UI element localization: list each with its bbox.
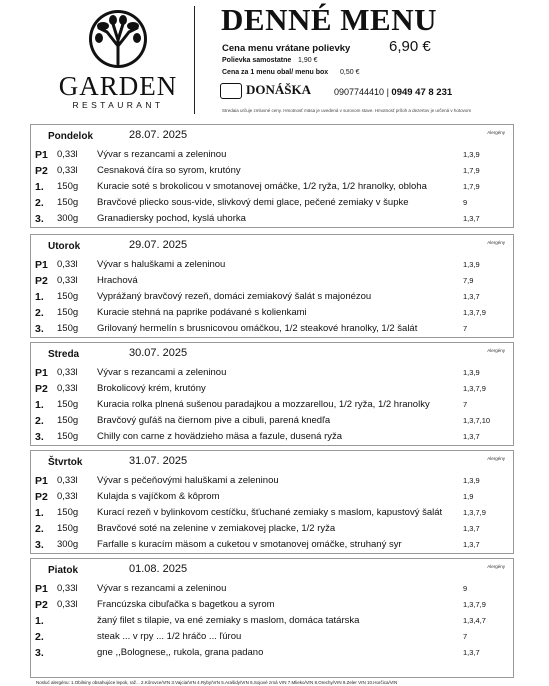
item-number: P1 xyxy=(35,149,48,161)
item-quantity: 0,33l xyxy=(57,275,78,286)
menu-item-row xyxy=(35,211,511,228)
item-number: 2. xyxy=(35,631,44,643)
item-number: 2. xyxy=(35,307,44,319)
item-quantity: 150g xyxy=(57,399,79,410)
item-description: žaný filet s tilapie, va ené zemiaky s maslom, domáca tatárska xyxy=(97,615,360,626)
item-quantity: 300g xyxy=(57,539,79,550)
item-description: Vývar s rezancami a zeleninou xyxy=(97,367,227,378)
item-description: Kuracia rolka plnená sušenou paradajkou a mozzarellou, 1/2 ryža, 1/2 hranolky xyxy=(97,399,430,410)
menu-item-row xyxy=(35,413,511,430)
day-name: Pondelok xyxy=(48,131,94,142)
item-number: 2. xyxy=(35,197,44,209)
brand-name: GARDEN xyxy=(58,71,178,101)
item-quantity: 150g xyxy=(57,197,79,208)
item-allergens: 7 xyxy=(463,400,468,409)
allergen-header: Alergény xyxy=(487,130,505,135)
page-edge xyxy=(529,0,549,686)
menu-item-row xyxy=(35,521,511,538)
menu-item-row xyxy=(35,581,511,598)
item-allergens: 1,3,7,9 xyxy=(463,308,486,317)
item-quantity: 150g xyxy=(57,523,79,534)
brand-subtitle: RESTAURANT xyxy=(72,100,164,110)
item-description: Granadiersky pochod, kyslá uhorka xyxy=(97,213,246,224)
item-number: 3. xyxy=(35,323,44,335)
delivery-icon xyxy=(220,83,242,99)
item-quantity: 0,33l xyxy=(57,475,78,486)
item-number: 3. xyxy=(35,647,44,659)
delivery xyxy=(220,82,311,99)
item-quantity: 0,33l xyxy=(57,259,78,270)
price-label: Cena menu vrátane polievky xyxy=(222,43,351,54)
day-section xyxy=(30,342,514,446)
box-label: Cena za 1 menu obal/ menu box xyxy=(222,69,329,76)
item-description: Kurací rezeň v bylinkovom cestíčku, šťuchané zemiaky s maslom, kapustový šalát xyxy=(97,507,443,518)
restaurant-logo xyxy=(48,8,188,113)
item-number: 3. xyxy=(35,213,44,225)
item-description: Farfalle s kuracím mäsom a cuketou v smotanovej omáčke, struhaný syr xyxy=(97,539,402,550)
item-allergens: 1,3,9 xyxy=(463,476,480,485)
item-allergens: 1,3,9 xyxy=(463,368,480,377)
item-description: Francúzska cibuľačka s bagetkou a syrom xyxy=(97,599,275,610)
item-number: P1 xyxy=(35,259,48,271)
item-description: Chilly con carne z hovädzieho mäsa a fazule, dusená ryža xyxy=(97,431,343,442)
item-description: gne ,,Bolognese,, rukola, grana padano xyxy=(97,647,264,658)
item-description: steak ... v rpy ... 1/2 hráčo ... ľúrou xyxy=(97,631,242,642)
item-quantity: 150g xyxy=(57,323,79,334)
item-allergens: 1,3,9 xyxy=(463,150,480,159)
item-number: P1 xyxy=(35,583,48,595)
item-allergens: 1,3,7 xyxy=(463,648,480,657)
item-description: Bravčový guľáš na čiernom pive a cibuli, parená knedľa xyxy=(97,415,331,426)
item-allergens: 1,9 xyxy=(463,492,474,501)
menu-item-row xyxy=(35,305,511,322)
item-allergens: 1,7,9 xyxy=(463,182,480,191)
item-quantity: 150g xyxy=(57,307,79,318)
day-section xyxy=(30,450,514,554)
item-quantity: 0,33l xyxy=(57,165,78,176)
item-description: Kulajda s vajíčkom & kôprom xyxy=(97,491,220,502)
item-number: P2 xyxy=(35,383,48,395)
menu-item-row xyxy=(35,273,511,290)
day-date: 30.07. 2025 xyxy=(129,347,188,359)
item-description: Kuracie stehná na paprike podávané s kolienkami xyxy=(97,307,307,318)
item-number: 1. xyxy=(35,507,44,519)
item-allergens: 1,3,7 xyxy=(463,524,480,533)
item-allergens: 1,3,4,7 xyxy=(463,616,486,625)
item-quantity: 300g xyxy=(57,213,79,224)
item-number: 3. xyxy=(35,431,44,443)
item-quantity: 0,33l xyxy=(57,367,78,378)
menu-item-row xyxy=(35,597,511,614)
item-allergens: 1,3,7 xyxy=(463,540,480,549)
item-description: Grilovaný hermelín s brusnicovou omáčkou, 1/2 steakové hranolky, 1/2 šalát xyxy=(97,323,418,334)
item-number: P2 xyxy=(35,165,48,177)
item-description: Vývar s pečeňovými haluškami a zeleninou xyxy=(97,475,279,486)
item-quantity: 150g xyxy=(57,181,79,192)
phone-2: 0949 47 8 231 xyxy=(391,87,453,98)
allergen-footer: Nosluć alergénu: 1.Obilniny obsahujúce lepok, raž... 2.Kôrovce/VrN 3.Vajcia/VrN 4.Ryby/VrN 5.Arašidy/VrN 6.Sojové zrná VrN 7.Mlieko/VrN 8.Orechy/VrN 9.Zeler VrN 10.Horčica/VrN xyxy=(36,680,398,685)
item-description: Kuracie soté s brokolicou v smotanovej omáčke, 1/2 ryža, 1/2 hranolky, obloha xyxy=(97,181,427,192)
menu-header xyxy=(18,0,524,120)
phone-1: 0907744410 xyxy=(334,87,385,97)
item-description: Hrachová xyxy=(97,275,138,286)
box-value: 0,50 € xyxy=(340,69,360,76)
soup-label: Polievka samostatne xyxy=(222,57,292,64)
item-description: Vývar s rezancami a zeleninou xyxy=(97,149,227,160)
menu-item-row xyxy=(35,257,511,274)
item-quantity: 0,33l xyxy=(57,383,78,394)
item-description: Vyprážaný bravčový rezeň, domáci zemiakový šalát s majonézou xyxy=(97,291,372,302)
item-allergens: 7,9 xyxy=(463,276,474,285)
day-name: Utorok xyxy=(48,241,81,252)
item-number: P1 xyxy=(35,475,48,487)
allergen-header: Alergény xyxy=(487,348,505,353)
menu-page xyxy=(18,0,524,686)
item-description: Bravčové pliecko sous-vide, slivkový demi glace, pečené zemiaky v šupke xyxy=(97,197,409,208)
menu-title: DENNÉ MENU xyxy=(221,2,437,37)
item-allergens: 1,3,7,9 xyxy=(463,508,486,517)
allergen-header: Alergény xyxy=(487,564,505,569)
item-quantity: 150g xyxy=(57,415,79,426)
item-allergens: 1,3,9 xyxy=(463,260,480,269)
item-number: 2. xyxy=(35,523,44,535)
item-quantity: 0,33l xyxy=(57,599,78,610)
allergen-header: Alergény xyxy=(487,240,505,245)
price-value: 6,90 € xyxy=(389,38,431,55)
item-description: Vývar s haluškami a zeleninou xyxy=(97,259,226,270)
menu-item-row xyxy=(35,179,511,196)
item-number: P2 xyxy=(35,275,48,287)
day-section xyxy=(30,234,514,338)
header-divider xyxy=(194,6,195,114)
delivery-label: DONÁŠKA xyxy=(246,82,312,97)
item-quantity: 150g xyxy=(57,431,79,442)
day-date: 29.07. 2025 xyxy=(129,239,188,251)
menu-item-row xyxy=(35,473,511,490)
day-section xyxy=(30,124,514,228)
item-description: Brokolicový krém, krutóny xyxy=(97,383,206,394)
menu-item-row xyxy=(35,321,511,338)
menu-item-row xyxy=(35,645,511,662)
item-number: P2 xyxy=(35,599,48,611)
menu-item-row xyxy=(35,289,511,306)
day-section xyxy=(30,558,514,678)
menu-item-row xyxy=(35,429,511,446)
menu-item-row xyxy=(35,163,511,180)
item-allergens: 1,3,7 xyxy=(463,432,480,441)
soup-value: 1,90 € xyxy=(298,57,318,64)
item-description: Vývar s rezancami a zeleninou xyxy=(97,583,227,594)
allergen-header: Alergény xyxy=(487,456,505,461)
item-number: 3. xyxy=(35,539,44,551)
item-allergens: 1,3,7,9 xyxy=(463,384,486,393)
day-date: 31.07. 2025 xyxy=(129,455,188,467)
menu-item-row xyxy=(35,629,511,646)
item-allergens: 1,3,7 xyxy=(463,292,480,301)
disclaimer: Stredaia určuje zmluvné ceny. Hmotnosť mäsa je uvedená v surovom stave. Hmotnosť príloh a dezertov je určená v hotovom xyxy=(222,108,472,113)
phone-numbers: 0907744410 | 0949 47 8 231 xyxy=(334,87,453,98)
day-name: Piatok xyxy=(48,565,79,576)
menu-item-row xyxy=(35,489,511,506)
menu-item-row xyxy=(35,365,511,382)
menu-item-row xyxy=(35,397,511,414)
item-number: 1. xyxy=(35,399,44,411)
item-allergens: 1,3,7,10 xyxy=(463,416,491,425)
item-quantity: 0,33l xyxy=(57,583,78,594)
item-quantity: 150g xyxy=(57,291,79,302)
day-name: Streda xyxy=(48,349,80,360)
item-quantity: 0,33l xyxy=(57,149,78,160)
item-quantity: 150g xyxy=(57,507,79,518)
item-number: P2 xyxy=(35,491,48,503)
item-allergens: 9 xyxy=(463,584,468,593)
menu-item-row xyxy=(35,505,511,522)
item-allergens: 9 xyxy=(463,198,468,207)
item-allergens: 7 xyxy=(463,324,468,333)
item-number: 2. xyxy=(35,415,44,427)
menu-item-row xyxy=(35,613,511,630)
item-allergens: 1,3,7 xyxy=(463,214,480,223)
menu-item-row xyxy=(35,147,511,164)
tree-icon xyxy=(87,8,149,70)
menu-item-row xyxy=(35,537,511,554)
day-date: 01.08. 2025 xyxy=(129,563,188,575)
item-number: 1. xyxy=(35,181,44,193)
item-number: 1. xyxy=(35,615,44,627)
item-number: 1. xyxy=(35,291,44,303)
menu-item-row xyxy=(35,381,511,398)
item-number: P1 xyxy=(35,367,48,379)
item-description: Cesnaková číra so syrom, krutóny xyxy=(97,165,241,176)
item-allergens: 7 xyxy=(463,632,468,641)
day-name: Štvrtok xyxy=(48,457,83,468)
item-allergens: 1,7,9 xyxy=(463,166,480,175)
item-allergens: 1,3,7,9 xyxy=(463,600,486,609)
item-quantity: 0,33l xyxy=(57,491,78,502)
menu-item-row xyxy=(35,195,511,212)
day-date: 28.07. 2025 xyxy=(129,129,188,141)
item-description: Bravčové soté na zelenine v zemiakovej placke, 1/2 ryža xyxy=(97,523,336,534)
